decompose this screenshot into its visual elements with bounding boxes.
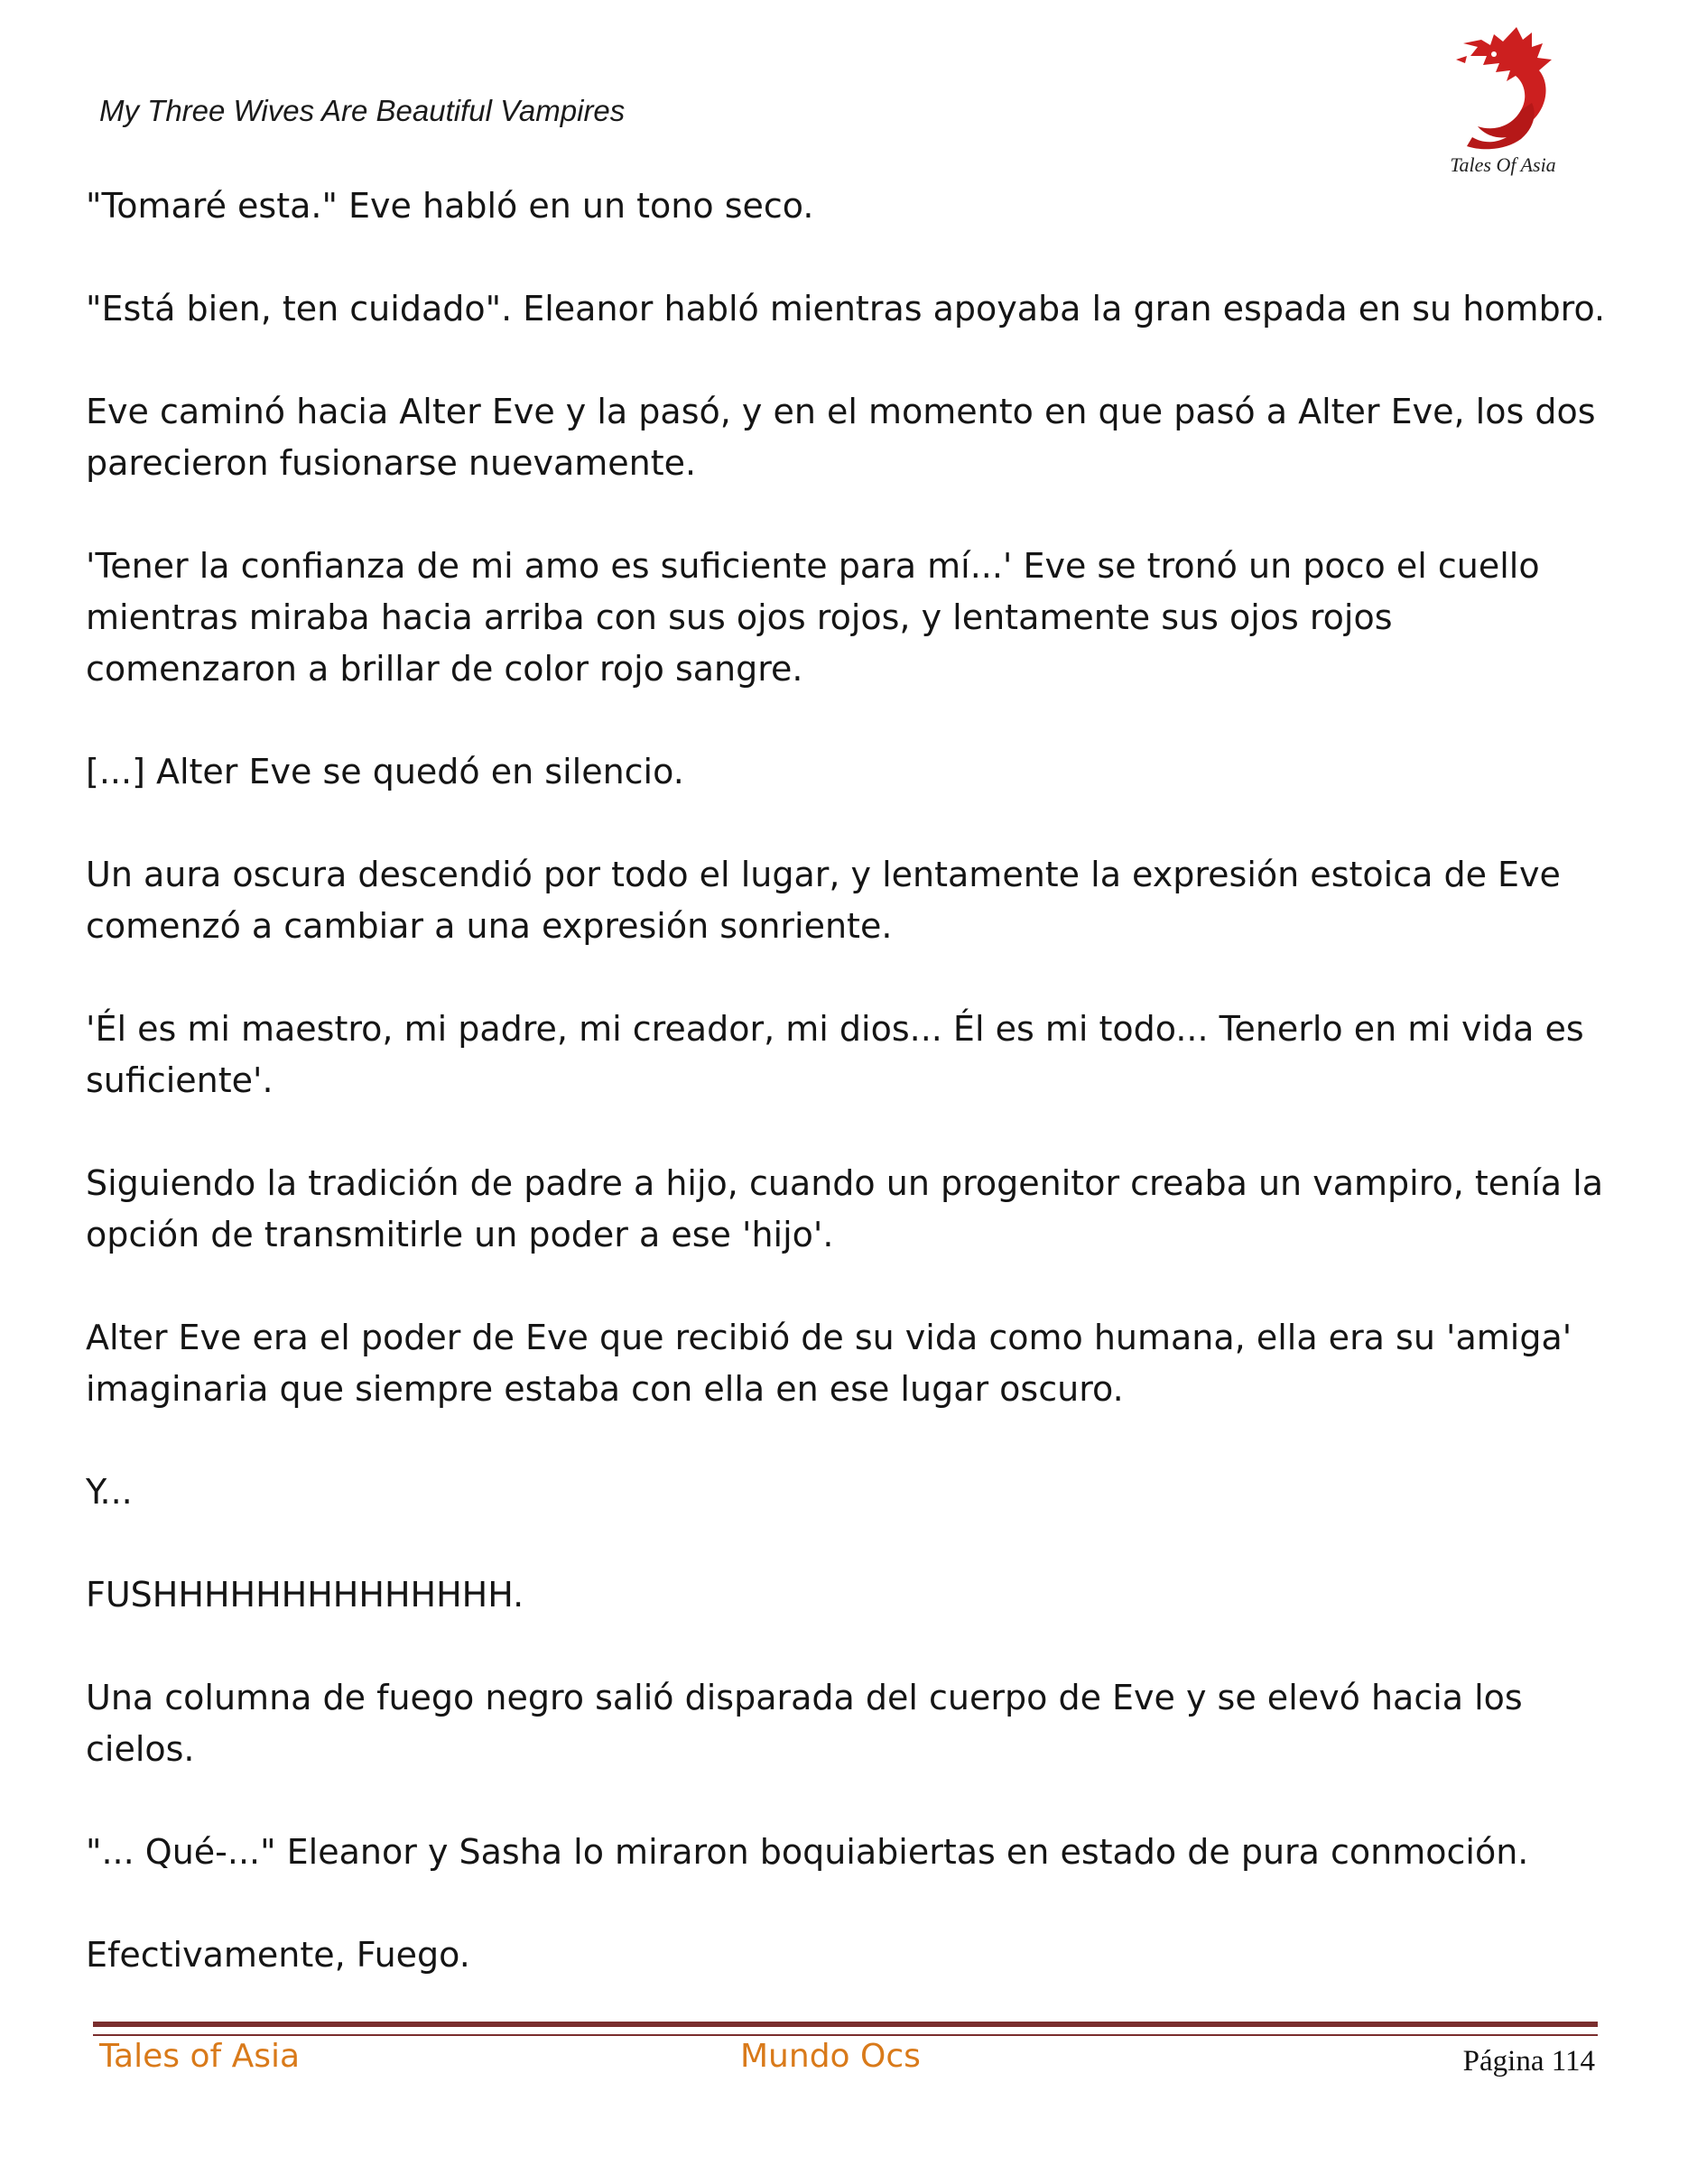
paragraph: FUSHHHHHHHHHHHHHH. (86, 1575, 524, 1615)
paragraph: Eve caminó hacia Alter Eve y la pasó, y en el momento en que pasó a Alter Eve, los dos parecieron fusionarse nuevamente. (86, 392, 1596, 483)
paragraph: "... Qué-..." Eleanor y Sasha lo miraron boquiabiertas en estado de pura conmoción. (86, 1832, 1529, 1872)
book-title: My Three Wives Are Beautiful Vampires (99, 94, 626, 127)
paragraph: Alter Eve era el poder de Eve que recibió de su vida como humana, ella era su 'amiga' imaginaria que siempre estaba con ella en ese lugar oscuro. (86, 1318, 1572, 1409)
footer-publisher: Tales of Asia (99, 2038, 301, 2075)
red-dragon-icon (1431, 20, 1575, 155)
logo-text: Tales Of Asia (1450, 153, 1556, 176)
paragraph: 'Tener la confianza de mi amo es suficiente para mí...' Eve se tronó un poco el cuello mientras miraba hacia arriba con sus ojos rojos, y lentamente sus ojos rojos comenzaron a brillar de color rojo sangre. (86, 546, 1540, 689)
paragraph: "Tomaré esta." Eve habló en un tono seco. (86, 186, 814, 226)
paragraph: [...] Alter Eve se quedó en silencio. (86, 752, 684, 791)
paragraph: Una columna de fuego negro salió disparada del cuerpo de Eve y se elevó hacia los cielos. (86, 1678, 1523, 1769)
paragraph: Siguiendo la tradición de padre a hijo, cuando un progenitor creaba un vampiro, tenía la opción de transmitirle un poder a ese 'hijo'. (86, 1163, 1604, 1254)
paragraph: "Está bien, ten cuidado". Eleanor habló mientras apoyaba la gran espada en su hombro. (86, 289, 1606, 329)
paragraph: Y... (86, 1472, 133, 1512)
page-number: Página 114 (1462, 2045, 1595, 2078)
footer-divider (93, 2022, 1598, 2036)
chapter-body (86, 180, 1611, 2032)
paragraph: Efectivamente, Fuego. (86, 1935, 470, 1975)
footer-section: Mundo Ocs (740, 2038, 921, 2075)
publisher-logo (1431, 20, 1575, 182)
paragraph: Un aura oscura descendió por todo el lugar, y lentamente la expresión estoica de Eve comenzó a cambiar a una expresión sonriente. (86, 855, 1561, 946)
paragraph: 'Él es mi maestro, mi padre, mi creador, mi dios... Él es mi todo... Tenerlo en mi vida es suficiente'. (86, 1009, 1584, 1100)
